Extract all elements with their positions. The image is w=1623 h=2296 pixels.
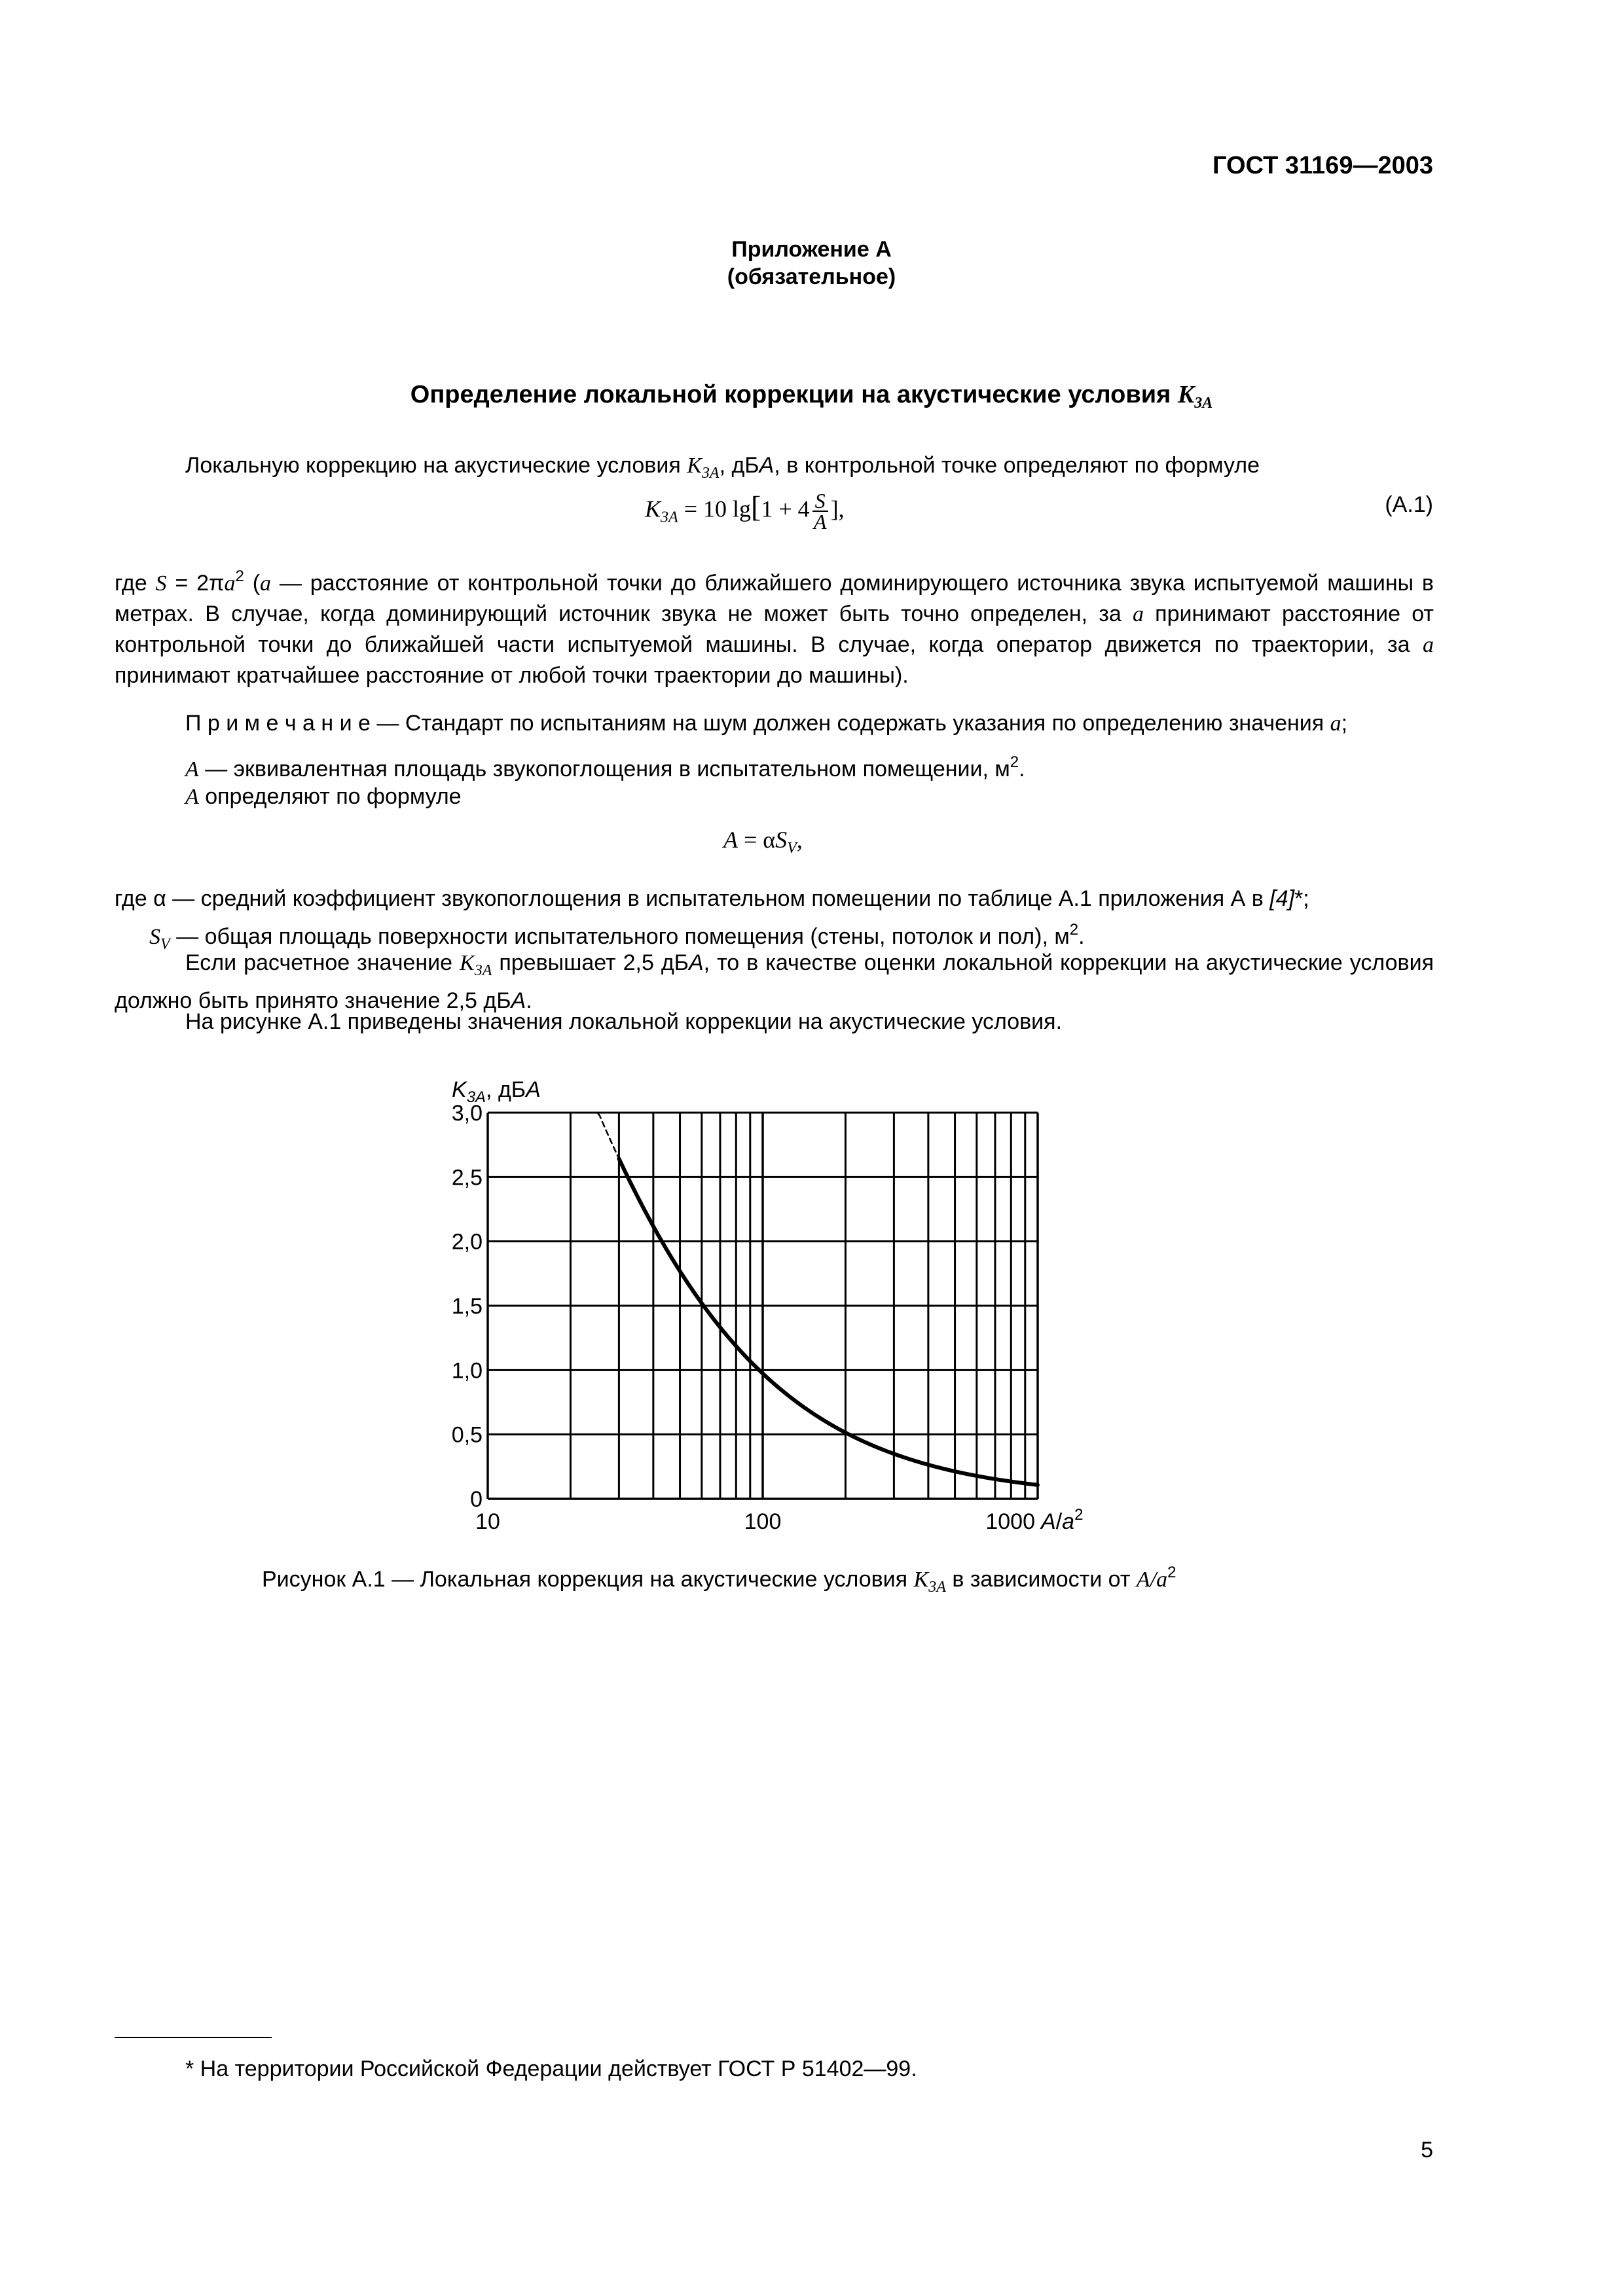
where-s-paragraph: где $S = 2\pi a^2$ (a — расстояние от контрольной точки до ближайшего доминирующего источника звука испытуемой машины в метрах. В случае, когда доминирующий источник звука не может быть точно определен, за a принимают расстояние от контрольной точки до ближайшей части испытуемой машины. В случае, когда оператор движется по траектории, за a принимают кратчайшее расстояние от любой точки траектории до машины). — [115, 567, 1434, 688]
limit-paragraph: Если расчетное значение $K_{3A}$ превышает 2,5 дБA, то в качестве оценки локальной коррекции на акустические условия должно быть принято значение 2,5 дБA. — [115, 950, 1434, 1013]
curve-solid-segment — [619, 1158, 1038, 1485]
appendix-status: (обязательное) — [727, 264, 896, 289]
sv-definition: $S_V$ — общая площадь поверхности испытательного помещения (стены, потолок и пол), $м^2$. — [149, 921, 1085, 953]
appendix-title: Приложение А — [731, 237, 892, 262]
formula-a: $A = \alpha S_V$, — [723, 827, 803, 857]
y-tick-label: 2,5 — [451, 1165, 483, 1191]
formula-a1: $K_{3A} = 10$ lg[1 + 4 $\frac{S}{A}$ ], — [645, 489, 845, 533]
y-tick-label: 0 — [470, 1487, 483, 1512]
x-tick-label: 100 — [744, 1509, 782, 1534]
page-number: 5 — [1421, 2138, 1433, 2162]
y-tick-labels — [452, 1101, 483, 1512]
formula-number: (А.1) — [1385, 492, 1433, 517]
figure-reference: На рисунке А.1 приведены значения локальной коррекции на акустические условия. — [185, 1009, 1063, 1034]
where-alpha: где α — средний коэффициент звукопоглощения в испытательном помещении по таблице А.1 приложения А в [4]*; — [115, 886, 1309, 911]
y-tick-label: 3,0 — [451, 1101, 483, 1126]
footnote: * На территории Российской Федерации действует ГОСТ Р 51402—99. — [185, 2056, 917, 2081]
y-tick-label: 0,5 — [451, 1422, 483, 1448]
section-title: Определение локальной коррекции на акустические условия $K_{3A}$ — [410, 381, 1213, 412]
x-tick-label: 10 — [475, 1509, 500, 1534]
chart-grid — [488, 1113, 1038, 1499]
doc-number: ГОСТ 31169—2003 — [1213, 152, 1433, 179]
x-tick-label: 1000 — [985, 1509, 1035, 1534]
chart-xlabel: $A/a^2$ — [1041, 1506, 1084, 1534]
chart-curve — [571, 1113, 1038, 1485]
curve-dashed-segment — [571, 1113, 619, 1158]
k3a-chart — [426, 1060, 1146, 1551]
chart-ylabel: $K_{3A}$, дБA — [452, 1077, 541, 1106]
y-tick-label: 2,0 — [451, 1229, 483, 1255]
y-tick-label: 1,5 — [451, 1294, 483, 1319]
a-definition: A — эквивалентная площадь звукопоглощения в испытательном помещении, $м^2$. — [185, 753, 1025, 781]
x-tick-labels — [475, 1509, 1035, 1534]
y-tick-label: 1,0 — [451, 1358, 483, 1384]
a-formula-intro: A определяют по формуле — [185, 784, 462, 809]
footnote-rule — [115, 2037, 272, 2038]
intro-paragraph: Локальную коррекцию на акустические условия $K_{3A}$, дБA, в контрольной точке определяют по формуле — [185, 453, 1260, 482]
note-paragraph: П р и м е ч а н и е — Стандарт по испытаниям на шум должен содержать указания по определению значения a; — [185, 711, 1348, 736]
figure-caption: Рисунок А.1 — Локальная коррекция на акустические условия $K_{3A}$ в зависимости от $A/a^2$ — [262, 1564, 1176, 1596]
